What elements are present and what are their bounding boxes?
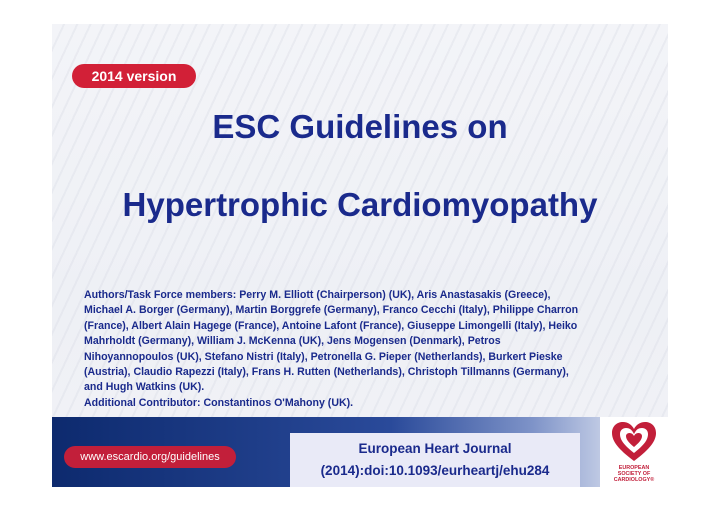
authors-line: Additional Contributor: Constantinos O'Mahony (UK).	[84, 396, 354, 409]
esc-logo-text	[600, 465, 668, 484]
journal-doi: (2014):doi:10.1093/eurheartj/ehu284	[320, 463, 550, 478]
authors-line: Mahrholdt (Germany), William J. McKenna (UK), Jens Mogensen (Denmark), Petros	[84, 335, 501, 348]
journal-citation	[290, 433, 580, 487]
authors-line: Authors/Task Force members: Perry M. Elliott (Chairperson) (UK), Aris Anastasakis (Greece),	[84, 289, 551, 301]
authors-block	[84, 288, 654, 411]
footer-bar	[52, 417, 668, 487]
authors-line: and Hugh Watkins (UK).	[84, 381, 205, 394]
guidelines-url-link[interactable]: www.escardio.org/guidelines	[64, 446, 236, 468]
logo-text-line: CARDIOLOGY®	[613, 477, 655, 484]
logo-text-line: EUROPEAN	[618, 465, 650, 471]
authors-line: Michael A. Borger (Germany), Martin Borggrefe (Germany), Franco Cecchi (Italy), Philippe Charron	[84, 304, 579, 317]
esc-logo	[600, 417, 668, 487]
title-line-2: Hypertrophic Cardiomyopathy	[122, 186, 598, 223]
authors-line: (France), Albert Alain Hagege (France), Antoine Lafont (France), Giuseppe Limongelli (Italy), Heiko	[84, 319, 578, 332]
version-badge: 2014 version	[72, 64, 196, 88]
heart-logo-icon	[600, 417, 668, 465]
journal-name: European Heart Journal	[358, 441, 512, 456]
authors-line: (Austria), Claudio Rapezzi (Italy), Frans H. Rutten (Netherlands), Christoph Tillmanns (Germany),	[84, 366, 569, 379]
title-line-1: ESC Guidelines on	[212, 108, 508, 145]
logo-text-line: SOCIETY OF	[617, 471, 651, 478]
authors-line: Nihoyannopoulos (UK), Stefano Nistri (Italy), Petronella G. Pieper (Netherlands), Burkert Pieske	[84, 350, 563, 363]
slide	[52, 24, 668, 487]
